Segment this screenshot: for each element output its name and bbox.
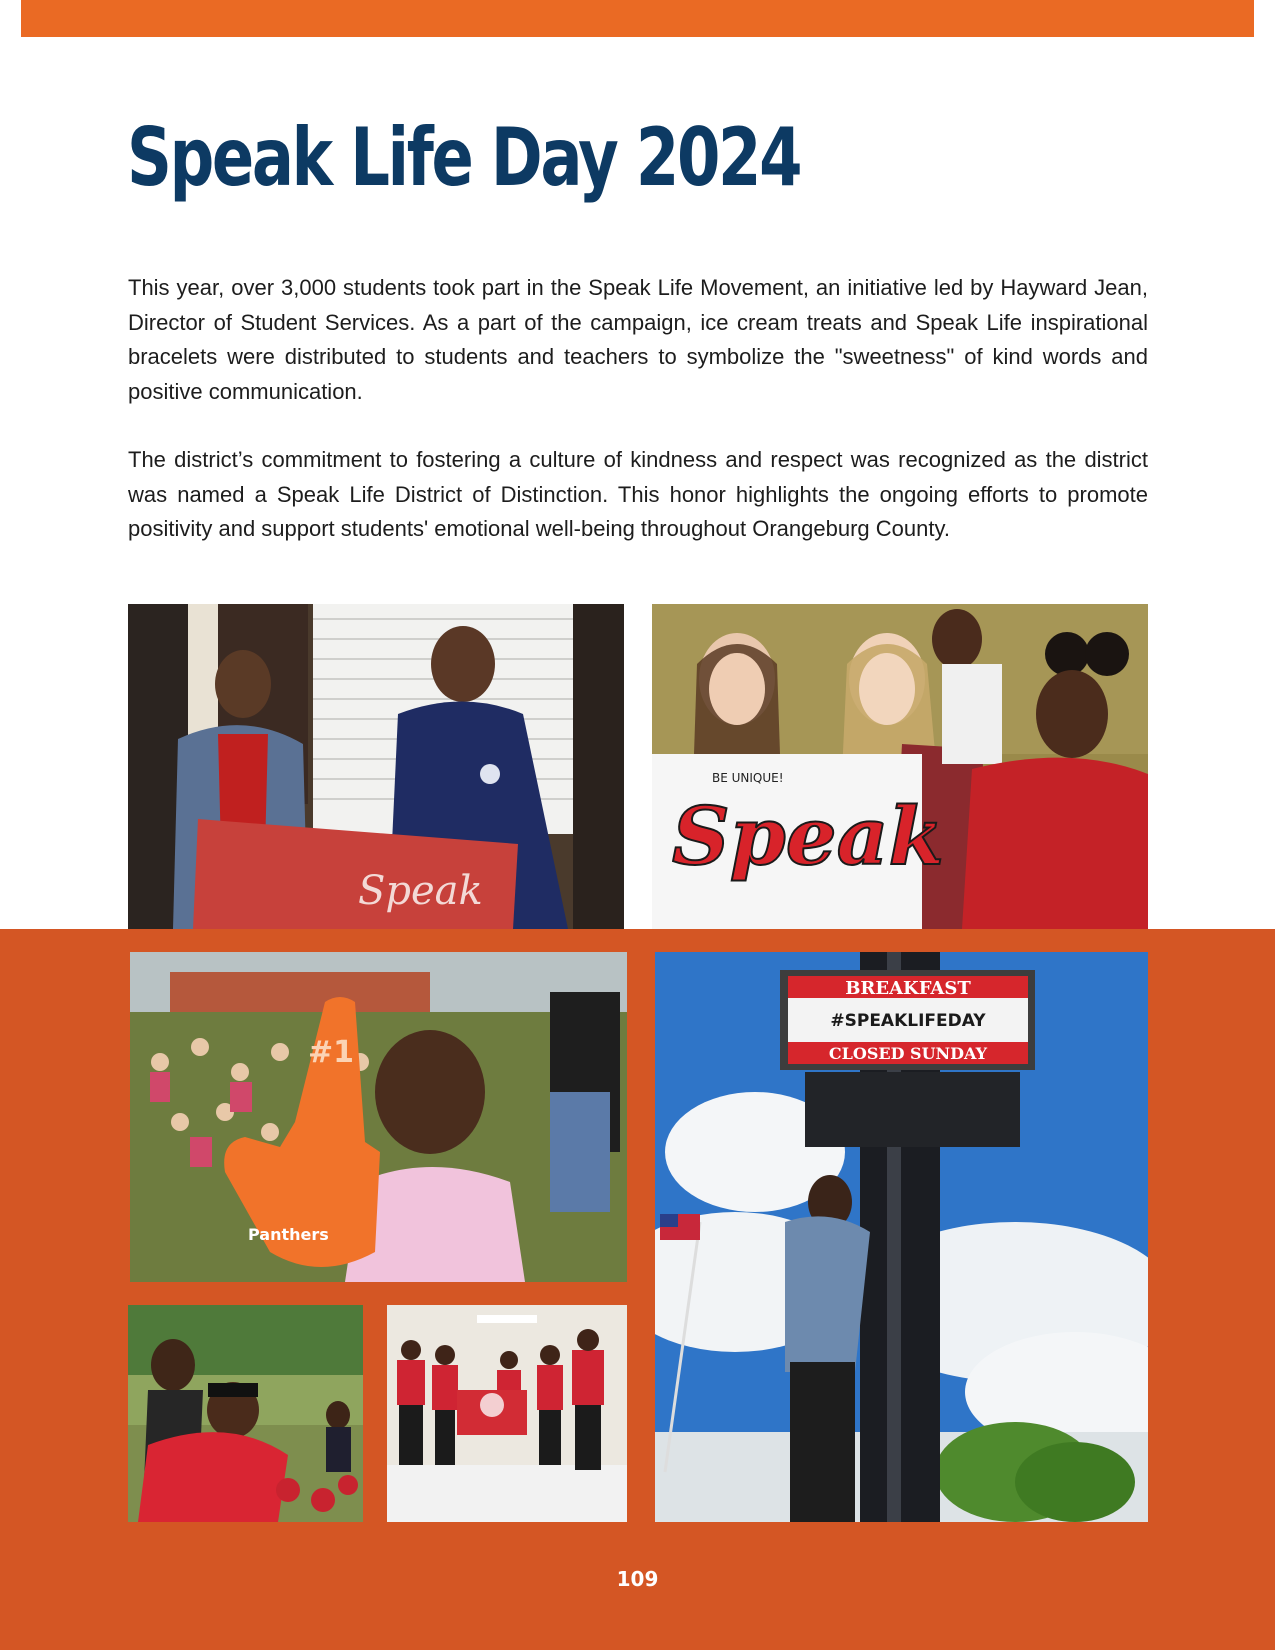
svg-text:#SPEAKLIFEDAY: #SPEAKLIFEDAY: [830, 1011, 986, 1031]
svg-text:BREAKFAST: BREAKFAST: [845, 978, 971, 999]
photo-marquee-sign: [655, 952, 1148, 1522]
photo-girl-with-foam-finger: [130, 952, 627, 1282]
svg-text:Speak: Speak: [672, 789, 944, 883]
page-number: 109: [616, 1567, 659, 1591]
photo-men-with-banner: [128, 604, 624, 929]
paragraph-intro: This year, over 3,000 students took part in the Speak Life Movement, an initiative led by Hayward Jean, Director of Student Services. As a part of the campaign, ice cream treats and Speak Life inspirational bracelets were distributed to students and teachers to symbolize the "sweetness" of kind words and positive communication.: [128, 275, 1148, 404]
svg-text:CLOSED SUNDAY: CLOSED SUNDAY: [828, 1044, 988, 1063]
paragraph-distinction: The district’s commitment to fostering a culture of kindness and respect was recognized as the district was named a Speak Life District of Distinction. This honor highlights the ongoing efforts to promote positivity and support students' emotional well-being throughout Orangeburg County.: [128, 447, 1148, 541]
photo-girls-with-poster: [652, 604, 1148, 929]
svg-text:#1: #1: [308, 1035, 355, 1070]
photo-speaker-with-microphone: [128, 1305, 363, 1522]
page-title: Speak Life Day 2024: [127, 111, 801, 204]
svg-text:BE UNIQUE!: BE UNIQUE!: [712, 771, 784, 785]
svg-text:Panthers: Panthers: [248, 1225, 329, 1244]
top-accent-bar: [21, 0, 1254, 37]
svg-text:Speak: Speak: [358, 868, 483, 914]
photo-group-in-hallway: [387, 1305, 627, 1522]
